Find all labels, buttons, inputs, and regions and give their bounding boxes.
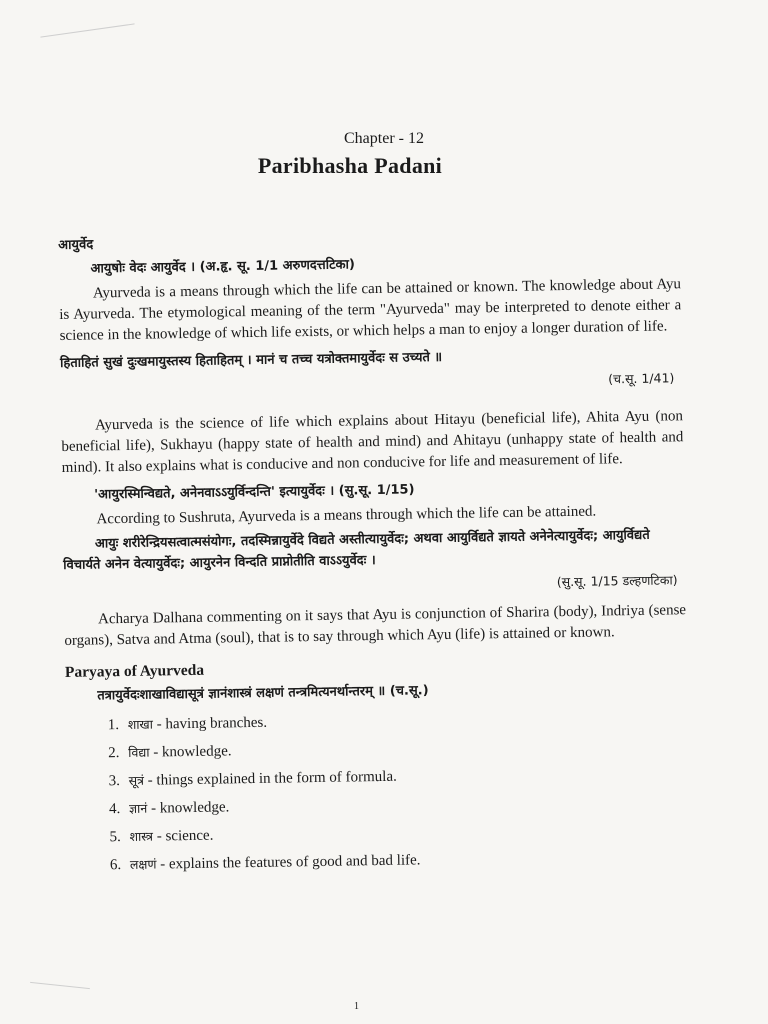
list-item: 4. ज्ञानं - knowledge. bbox=[108, 799, 230, 818]
list-item: 1. शाखा - having branches. bbox=[107, 714, 268, 734]
verse-2: हिताहितं सुखं दुःखमायुस्तस्य हिताहितम् । मानं च तच्च यत्रोक्तमायुर्वेदः स उच्यते ॥ bbox=[59, 349, 443, 371]
verse-5: तत्रायुर्वेदःशाखाविद्यासूत्रं ज्ञानंशास्त्रं लक्षणं तन्त्रमित्यनर्थान्तरम् ॥ (च.सू.) bbox=[97, 683, 429, 704]
list-item: 2. विद्या - knowledge. bbox=[108, 743, 232, 762]
scan-artifact-bottom bbox=[30, 982, 90, 989]
paragraph-4: Acharya Dalhana commenting on it says that Ayu is conjunction of Sharira (body), Indriya (sense organs), Satva and Atma (soul), that is to say through which Ayu (life) is attained or known. bbox=[64, 602, 687, 649]
verse-4: आयुः शरीरेन्द्रियसत्वात्मसंयोगः, तदस्मिन्नायुर्वेदे विद्यते अस्तीत्यायुर्वेदः; अथवा आयुर्विद्यते ज्ञायते अनेनेत्यायुर्वेदः; आयुर्विद्यते विचार्यते अनेन वेत्यायुर्वेदः; आयुरनेन विन्दति प्राप्नोतीति वाऽऽयुर्वेदः । bbox=[63, 527, 650, 573]
list-item: 6. लक्षणं - explains the features of good and bad life. bbox=[109, 852, 421, 874]
verse-3: 'आयुरस्मिन्विद्यते, अनेनवाऽऽयुर्विन्दन्ति' इत्यायुर्वेदः । (सु.सू. 1/15) bbox=[94, 482, 415, 503]
page-body bbox=[58, 222, 690, 883]
verse-2-reference: (च.सू. 1/41) bbox=[608, 370, 675, 387]
paragraph-3: According to Sushruta, Ayurveda is a means through which the life can be attained. bbox=[96, 503, 597, 528]
scan-artifact-top bbox=[40, 23, 134, 37]
chapter-number: Chapter - 12 bbox=[344, 130, 424, 147]
synonyms-list bbox=[108, 705, 690, 876]
verse-1: आयुषोः वेदः आयुर्वेद । (अ.हृ. सू. 1/1 अरुणदत्तटिका) bbox=[90, 257, 355, 277]
paragraph-2: Ayurveda is the science of life which explains about Hitayu (beneficial life), Ahita Ayu (non beneficial life), Sukhayu (happy state of health and mind) and Ahitayu (unhappy state of health and mind). It also explains what is conducive and non conducive for life and measurement of life. bbox=[61, 408, 684, 476]
chapter-title: Paribhasha Padani bbox=[257, 153, 443, 178]
list-item: 3. सूत्रं - things explained in the form of formula. bbox=[108, 768, 397, 790]
list-item: 5. शास्त्र - science. bbox=[109, 827, 214, 846]
paryaya-heading: Paryaya of Ayurveda bbox=[64, 661, 205, 681]
verse-4-reference: (सु.सू. 1/15 डल्हणटिका) bbox=[556, 572, 678, 590]
paragraph-1: Ayurveda is a means through which the life can be attained or known. The knowledge about Ayu is Ayurveda. The etymological meaning of the term "Ayurveda" may be interpreted to denote either a science in the knowledge of which life exists, or which helps a man to enjoy a longer duration of life. bbox=[59, 276, 682, 344]
section-heading: आयुर्वेद bbox=[58, 237, 94, 253]
page-number: 1 bbox=[354, 1001, 359, 1012]
